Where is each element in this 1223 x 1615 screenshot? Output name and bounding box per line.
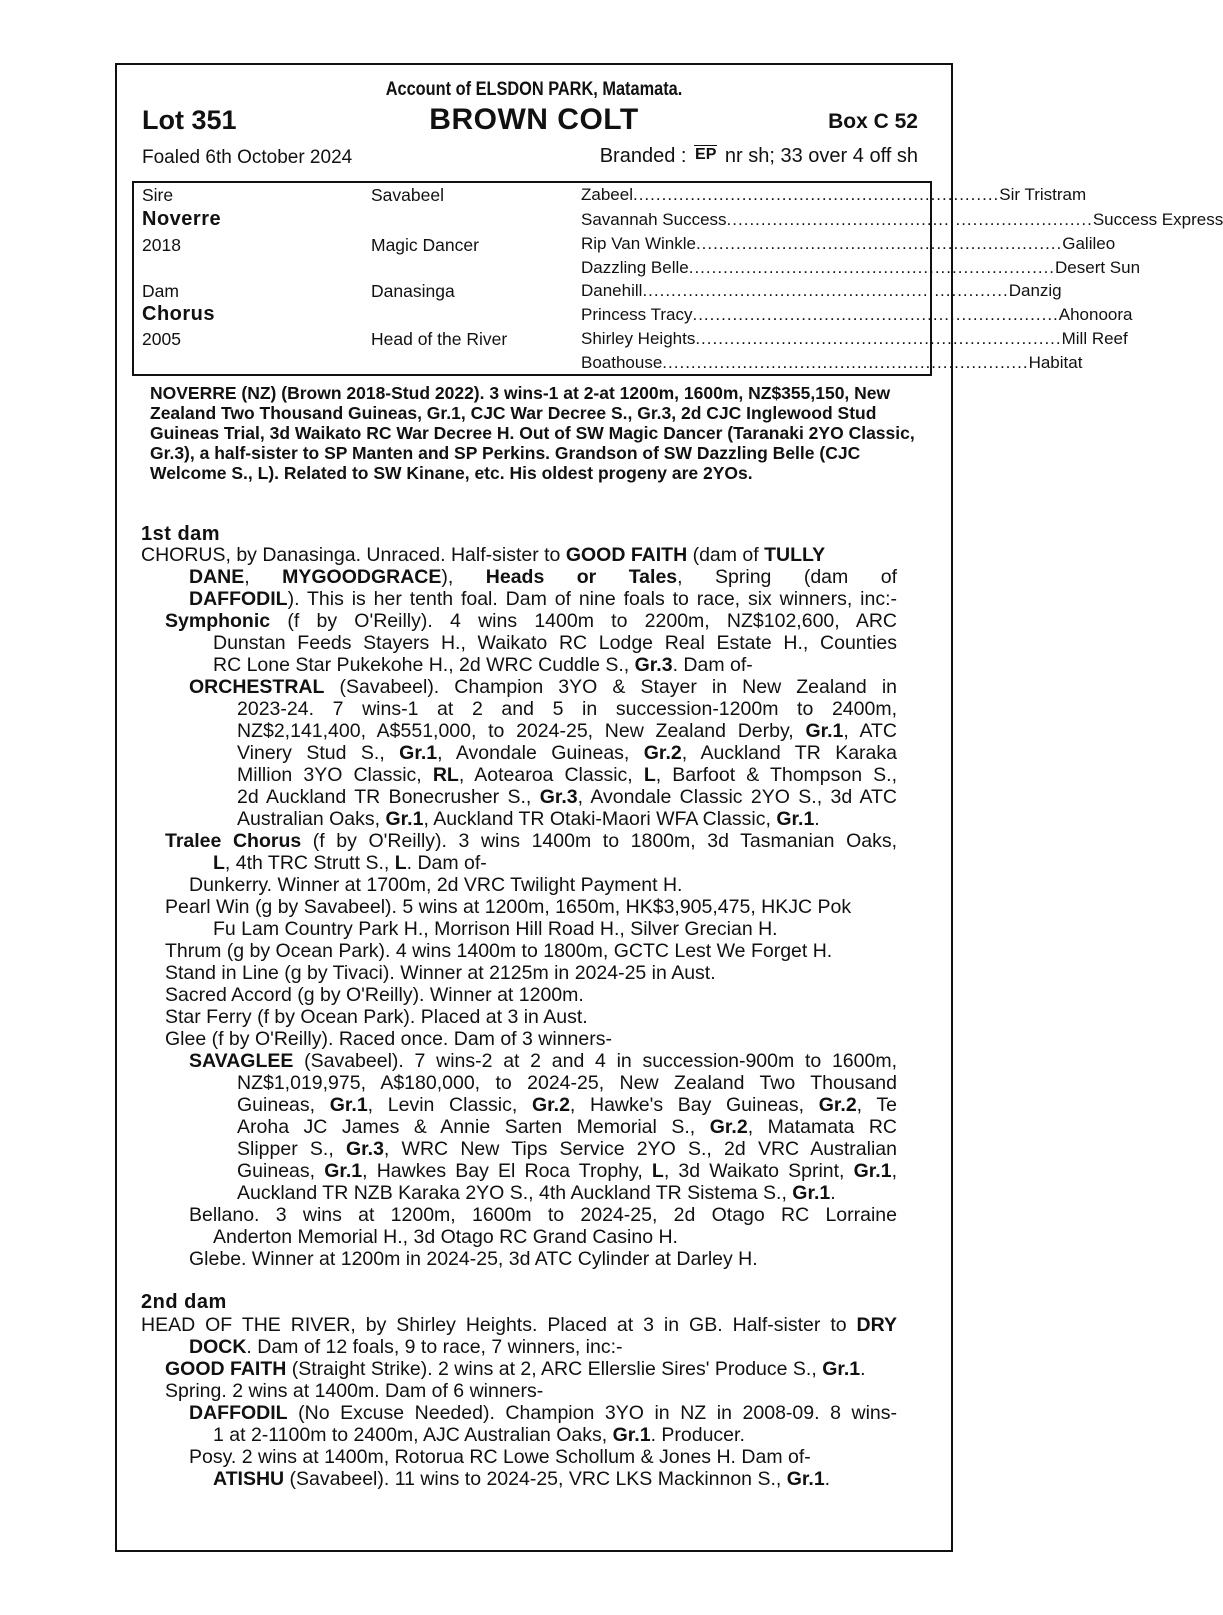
first-dam-line: L, 4th TRC Strutt S., L. Dam of-	[213, 852, 487, 874]
first-dam-line: Anderton Memorial H., 3d Otago RC Grand Casino H.	[213, 1226, 678, 1248]
brand-info	[600, 145, 918, 168]
first-dam-line: Tralee Chorus (f by O'Reilly). 3 wins 1400m to 1800m, 3d Tasmanian Oaks,	[165, 830, 897, 852]
first-dam-line: RC Lone Star Pukekohe H., 2d WRC Cuddle S., Gr.3. Dam of-	[213, 654, 753, 676]
first-dam-line: Glee (f by O'Reilly). Raced once. Dam of 3 winners-	[165, 1028, 612, 1050]
sire-summary: NOVERRE (NZ) (Brown 2018-Stud 2022). 3 wins-1 at 2-at 1200m, 1600m, NZ$355,150, New Zealand Two Thousand Guineas, Gr.1, CJC War Decree S., Gr.3, 2d CJC Inglewood Stud Guineas Trial, 3d Waikato RC War Decree H. Out of SW Magic Dancer (Taranaki 2YO Classic, Gr.3), a half-sister to SP Manten and SP Perkins. Grandson of SW Dazzling Belle (CJC Welcome S., L). Related to SW Kinane, etc. His oldest progeny are 2YOs.	[150, 383, 915, 483]
first-dam-line: ORCHESTRAL (Savabeel). Champion 3YO & Stayer in New Zealand in	[189, 676, 897, 698]
first-dam-line: Thrum (g by Ocean Park). 4 wins 1400m to 1800m, GCTC Lest We Forget H.	[165, 940, 833, 962]
first-dam-line: Bellano. 3 wins at 1200m, 1600m to 2024-25, 2d Otago RC Lorraine	[189, 1204, 897, 1226]
first-dam-line: Glebe. Winner at 1200m in 2024-25, 3d ATC Cylinder at Darley H.	[189, 1248, 758, 1270]
first-dam-line: Symphonic (f by O'Reilly). 4 wins 1400m to 2200m, NZ$102,600, ARC	[165, 610, 897, 632]
first-dam-heading: 1st dam	[141, 523, 221, 545]
pedigree-ggp-row: Boathouse ................................................................ Habitat	[581, 353, 1083, 372]
branded-detail: nr sh; 33 over 4 off sh	[724, 145, 918, 167]
first-dam-line: Vinery Stud S., Gr.1, Avondale Guineas, Gr.2, Auckland TR Karaka	[237, 742, 897, 764]
first-dam-line: Auckland TR NZB Karaka 2YO S., 4th Auckland TR Sistema S., Gr.1.	[237, 1182, 836, 1204]
pedigree-ggp-row: Savannah Success ................................................................ Success Express	[581, 210, 1223, 229]
first-dam-line: Slipper S., Gr.3, WRC New Tips Service 2YO S., 2d VRC Australian	[237, 1138, 897, 1160]
first-dam-line: Guineas, Gr.1, Hawkes Bay El Roca Trophy, L, 3d Waikato Sprint, Gr.1,	[237, 1160, 897, 1182]
pedigree-ggp-row: Dazzling Belle ................................................................ Desert Sun	[581, 258, 1141, 277]
second-dam-heading: 2nd dam	[141, 1291, 227, 1313]
first-dam-line: DANE, MYGOODGRACE), Heads or Tales, Spring (dam of	[189, 566, 897, 588]
sire-name: Noverre	[142, 208, 222, 230]
box-number: Box C 52	[828, 110, 918, 133]
second-dam-line: GOOD FAITH (Straight Strike). 2 wins at 2, ARC Ellerslie Sires' Produce S., Gr.1.	[165, 1358, 866, 1380]
vendor-account: Account of ELSDON PARK, Matamata.	[385, 79, 683, 100]
second-dam-line: 1 at 2-1100m to 2400m, AJC Australian Oaks, Gr.1. Producer.	[213, 1424, 745, 1446]
first-dam-line: Aroha JC James & Annie Sarten Memorial S., Gr.2, Matamata RC	[237, 1116, 898, 1138]
dam-dam: Head of the River	[371, 329, 508, 349]
branded-label: Branded :	[599, 145, 687, 167]
second-dam-line: Posy. 2 wins at 1400m, Rotorua RC Lowe Schollum & Jones H. Dam of-	[189, 1446, 811, 1468]
first-dam-line: Million 3YO Classic, RL, Aotearoa Classic, L, Barfoot & Thompson S.,	[237, 764, 898, 786]
pedigree-ggp-row: Zabeel ................................................................ Sir Tristram	[581, 185, 1087, 204]
lot-number: Lot 351	[142, 105, 237, 135]
second-dam-line: DAFFODIL (No Excuse Needed). Champion 3YO in NZ in 2008-09. 8 wins-	[189, 1402, 897, 1424]
sire-sire: Savabeel	[371, 185, 444, 205]
dam-label: Dam	[142, 281, 179, 301]
first-dam-line: DAFFODIL). This is her tenth foal. Dam of nine foals to race, six winners, inc:-	[189, 588, 897, 610]
sire-label: Sire	[142, 185, 174, 205]
brand-mark: EP	[695, 146, 717, 163]
first-dam-line: Pearl Win (g by Savabeel). 5 wins at 1200m, 1650m, HK$3,905,475, HKJC Pok	[165, 896, 852, 918]
first-dam-line: Guineas, Gr.1, Levin Classic, Gr.2, Hawke's Bay Guineas, Gr.2, Te	[237, 1094, 897, 1116]
first-dam-line: Sacred Accord (g by O'Reilly). Winner at 1200m.	[165, 984, 584, 1006]
pedigree-table	[132, 181, 1223, 376]
first-dam-line: Dunstan Feeds Stayers H., Waikato RC Lodge Real Estate H., Counties	[213, 632, 897, 654]
first-dam-line: 2023-24. 7 wins-1 at 2 and 5 in succession-1200m to 2400m,	[237, 698, 897, 720]
first-dam-line: SAVAGLEE (Savabeel). 7 wins-2 at 2 and 4 in succession-900m to 1600m,	[189, 1050, 897, 1072]
second-dam-line: Spring. 2 wins at 1400m. Dam of 6 winners-	[165, 1380, 544, 1402]
pedigree-ggp-row: Shirley Heights ................................................................ Mill Reef	[581, 329, 1128, 348]
first-dam-line: 2d Auckland TR Bonecrusher S., Gr.3, Avondale Classic 2YO S., 3d ATC	[237, 786, 898, 808]
second-dam-line: HEAD OF THE RIVER, by Shirley Heights. Placed at 3 in GB. Half-sister to DRY	[141, 1314, 897, 1336]
pedigree-ggp-row: Rip Van Winkle ................................................................ Galileo	[581, 234, 1116, 253]
pedigree-ggp-row: Danehill ................................................................ Danzig	[581, 281, 1062, 300]
first-dam-line: CHORUS, by Danasinga. Unraced. Half-sister to GOOD FAITH (dam of TULLY	[141, 544, 826, 566]
dam-year: 2005	[142, 329, 181, 349]
first-dam-line: Fu Lam Country Park H., Morrison Hill Road H., Silver Grecian H.	[213, 918, 778, 940]
first-dam-line: NZ$2,141,400, A$551,000, to 2024-25, New Zealand Derby, Gr.1, ATC	[237, 720, 898, 742]
dam-sire: Danasinga	[371, 281, 455, 301]
catalogue-page-frame	[115, 63, 1223, 1552]
lot-title: BROWN COLT	[429, 103, 639, 136]
second-dam-line: DOCK. Dam of 12 foals, 9 to race, 7 winners, inc:-	[189, 1336, 623, 1358]
first-dam-line: Australian Oaks, Gr.1, Auckland TR Otaki-Maori WFA Classic, Gr.1.	[237, 808, 820, 830]
foaled-date: Foaled 6th October 2024	[142, 147, 353, 168]
dam-name: Chorus	[142, 303, 215, 325]
first-dam-line: Star Ferry (f by Ocean Park). Placed at 3 in Aust.	[165, 1006, 588, 1028]
first-dam-line: Stand in Line (g by Tivaci). Winner at 2125m in 2024-25 in Aust.	[165, 962, 716, 984]
sire-dam: Magic Dancer	[371, 235, 479, 255]
first-dam-line: Dunkerry. Winner at 1700m, 2d VRC Twilight Payment H.	[189, 874, 683, 896]
first-dam-line: NZ$1,019,975, A$180,000, to 2024-25, New Zealand Two Thousand	[237, 1072, 897, 1094]
sire-year: 2018	[142, 235, 181, 255]
second-dam-line: ATISHU (Savabeel). 11 wins to 2024-25, VRC LKS Mackinnon S., Gr.1.	[213, 1468, 831, 1490]
pedigree-ggp-row: Princess Tracy ................................................................ Ahonoora	[581, 305, 1133, 324]
